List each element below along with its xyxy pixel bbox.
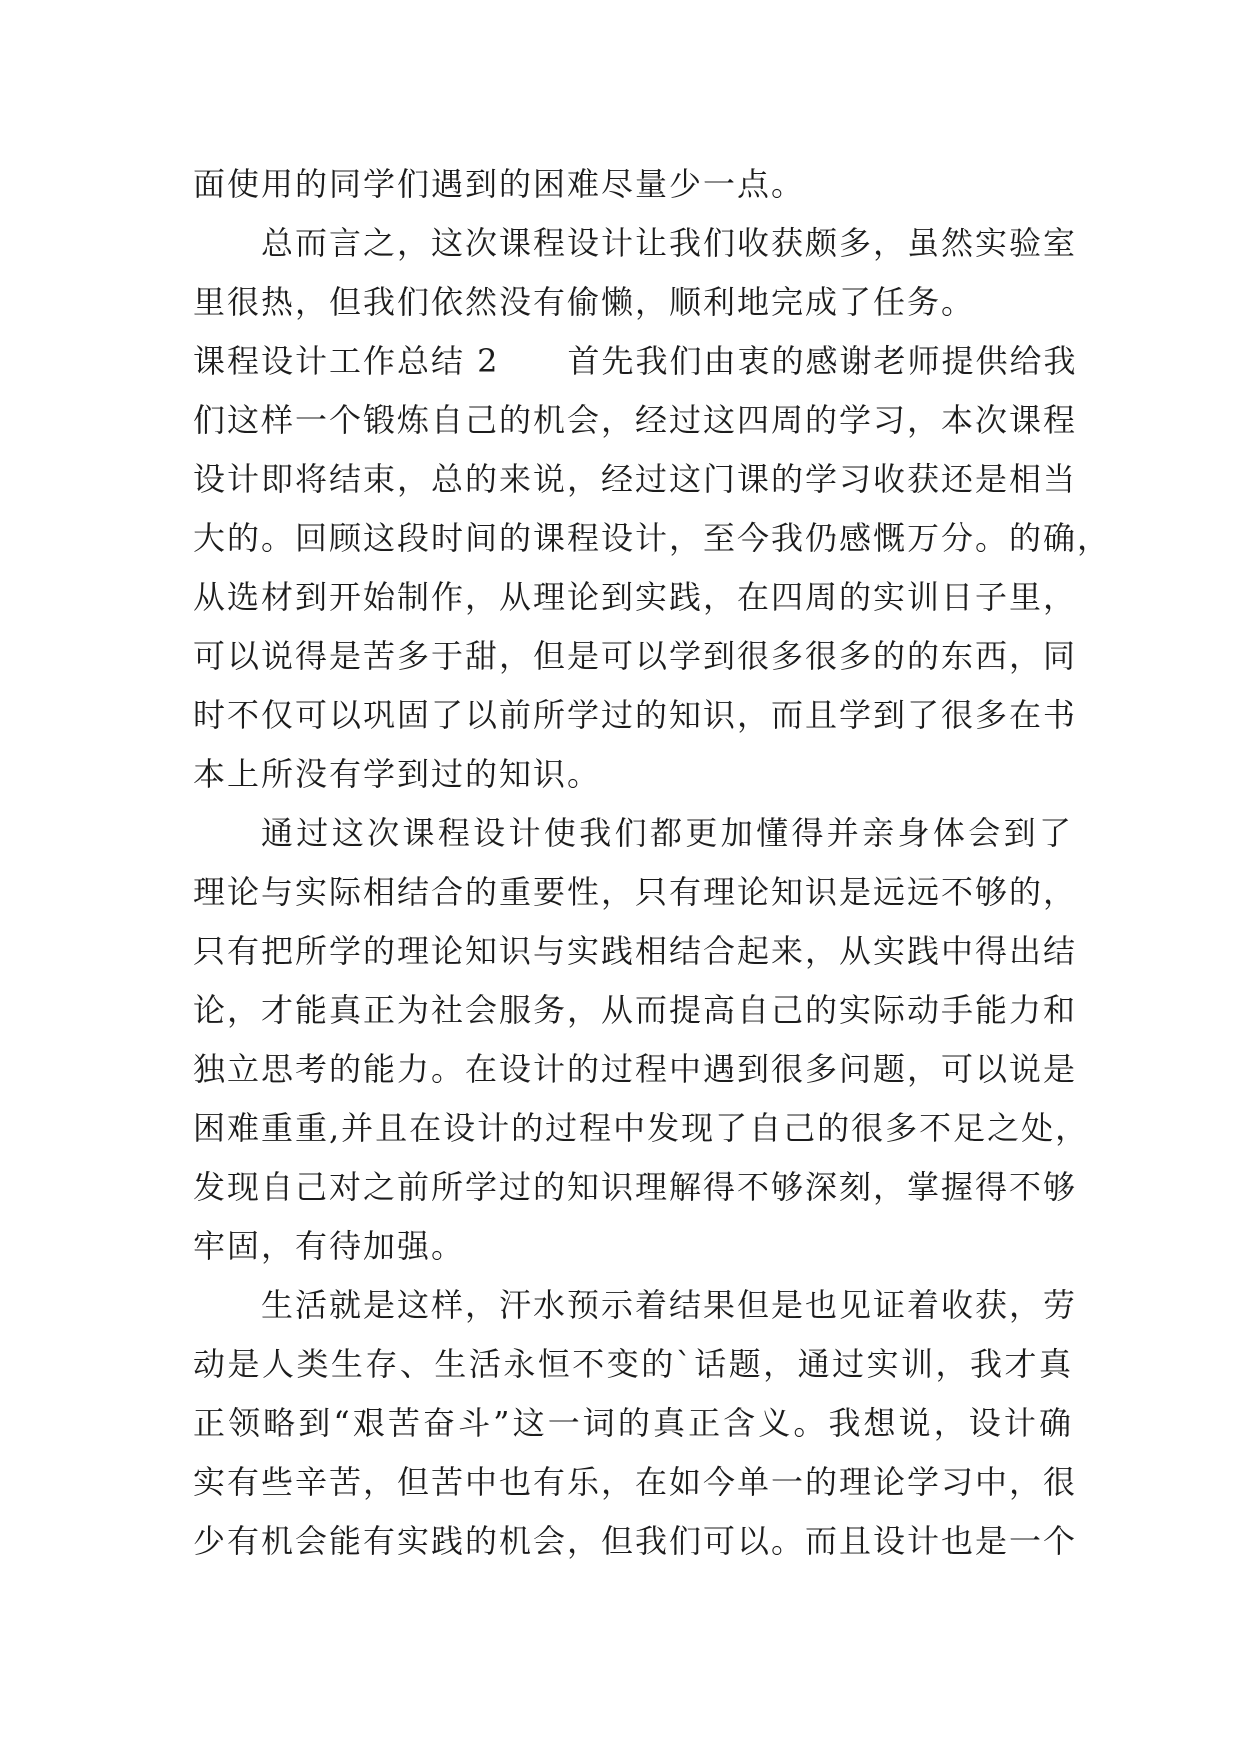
text-line: 大的。回顾这段时间的课程设计，至今我仍感慨万分。的确， (193, 519, 1112, 557)
text-line: 设计即将结束，总的来说，经过这门课的学习收获还是相当 (193, 460, 1078, 498)
text-line: 本上所没有学到过的知识。 (193, 755, 602, 793)
paragraph-start-line: 通过这次课程设计使我们都更加懂得并亲身体会到了 (261, 814, 1073, 852)
paragraph-start-line: 总而言之，这次课程设计让我们收获颇多，虽然实验室 (261, 224, 1078, 262)
text-line: 从选材到开始制作，从理论到实践，在四周的实训日子里， (193, 578, 1078, 616)
section-heading-line: 课程设计工作总结 2 首先我们由衷的感谢老师提供给我 (193, 342, 1078, 380)
body-text (193, 155, 1112, 1571)
text-line: 可以说得是苦多于甜，但是可以学到很多很多的的东西，同 (193, 637, 1078, 675)
text-line: 动是人类生存、生活永恒不变的`话题，通过实训，我才真 (193, 1345, 1073, 1383)
text-line: 里很热，但我们依然没有偷懒，顺利地完成了任务。 (193, 283, 976, 321)
text-line: 实有些辛苦，但苦中也有乐，在如今单一的理论学习中，很 (193, 1463, 1078, 1501)
text-line: 发现自己对之前所学过的知识理解得不够深刻，掌握得不够 (193, 1168, 1078, 1206)
text-line: 只有把所学的理论知识与实践相结合起来，从实践中得出结 (193, 932, 1078, 970)
text-line: 时不仅可以巩固了以前所学过的知识，而且学到了很多在书 (193, 696, 1078, 734)
text-line: 正领略到“艰苦奋斗”这一词的真正含义。我想说，设计确 (193, 1404, 1073, 1442)
text-line: 独立思考的能力。在设计的过程中遇到很多问题，可以说是 (193, 1050, 1078, 1088)
text-line: 牢固，有待加强。 (193, 1227, 466, 1265)
text-line: 面使用的同学们遇到的困难尽量少一点。 (193, 165, 806, 203)
text-line: 们这样一个锻炼自己的机会，经过这四周的学习，本次课程 (193, 401, 1078, 439)
text-line: 理论与实际相结合的重要性，只有理论知识是远远不够的， (193, 873, 1078, 911)
text-line: 困难重重,并且在设计的过程中发现了自己的很多不足之处， (193, 1109, 1090, 1147)
text-line: 少有机会能有实践的机会，但我们可以。而且设计也是一个 (193, 1522, 1078, 1560)
paragraph-start-line: 生活就是这样，汗水预示着结果但是也见证着收获，劳 (261, 1286, 1078, 1324)
text-line: 论，才能真正为社会服务，从而提高自己的实际动手能力和 (193, 991, 1078, 1029)
